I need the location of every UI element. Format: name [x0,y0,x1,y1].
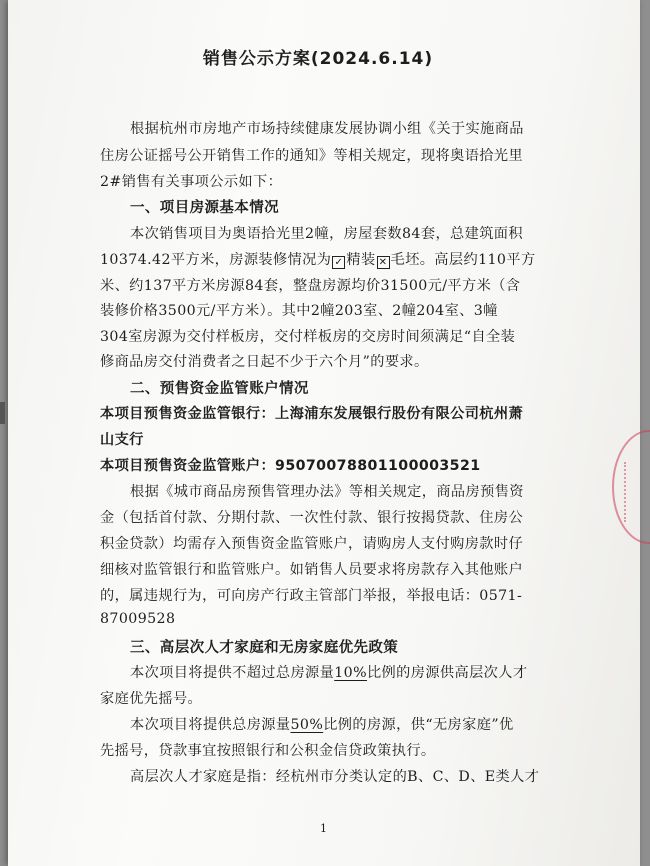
document-page [8,0,640,866]
section-3-p2-percent: 50% [290,717,324,733]
bank-line-1: 本项目预售资金监管银行：上海浦东发展银行股份有限公司杭州萧 [100,406,524,422]
section-2-line-6: 87009528 [100,611,176,627]
section-3-p3-line-1: 高层次人才家庭是指：经杭州市分类认定的B、C、D、E类人才 [130,769,540,785]
section-1-line-2-a: 10374.42平方米，房源装修情况为 [100,252,332,268]
intro-line-1: 根据杭州市房地产市场持续健康发展协调小组《关于实施商品 [130,121,524,137]
section-3-p1-line-2: 家庭优先摇号。 [100,691,203,707]
section-3-p1-percent: 10% [334,665,367,681]
section-3-p1-line-1 [130,662,527,682]
section-3-p2-a: 本次项目将提供总房源量 [130,717,291,733]
crossed-box-icon: ✕ [377,256,390,269]
checked-box-icon: ✓ [332,256,345,269]
section-1-heading: 一、项目房源基本情况 [130,200,279,216]
section-1-line-6: 修商品房交付消费者之日起不少于六个月”的要求。 [100,354,429,370]
section-1-line-2-b: 精装 [346,252,376,268]
section-3-p2-line-2: 先摇号，贷款事宜按照银行和公积金信贷政策执行。 [100,743,436,759]
binder-edge-icon [0,402,5,424]
intro-line-3: 2#销售有关事项公示如下： [100,174,283,190]
section-2-line-3: 积金贷款）均需存入预售资金监管账户，请购房人支付购房款时仔 [100,536,524,552]
section-1-line-2-c: 毛坯。高层约110平方 [390,252,536,268]
section-1-line-3: 米、约137平方米房源84套，整盘房源均价31500元/平方米（含 [100,278,521,294]
section-3-heading: 三、高层次人才家庭和无房家庭优先政策 [130,640,399,656]
page-number: 1 [320,822,327,835]
section-3-p2-line-1 [130,714,514,734]
section-3-p2-b: 比例的房源，供“无房家庭”优 [323,717,514,733]
section-2-heading: 二、预售资金监管账户情况 [130,381,309,397]
intro-line-2: 住房公证摇号公开销售工作的通知》等相关规定，现将奥语拾光里 [100,148,524,164]
account-line: 本项目预售资金监管账户：95070078801100003521 [100,458,481,474]
section-2-line-1: 根据《城市商品房预售管理办法》等相关规定，商品房预售资 [130,484,524,500]
section-1-line-5: 304室房源为交付样板房，交付样板房的交房时间须满足“自全装 [100,329,516,345]
seal-stamp-dots-icon [624,462,630,522]
section-2-line-4: 细核对监管银行和监管账户。如销售人员要求将房款存入其他账户 [100,562,524,578]
section-1-line-1: 本次销售项目为奥语拾光里2幢，房屋套数84套，总建筑面积 [130,226,523,242]
section-3-p1-b: 比例的房源供高层次人才 [366,665,528,681]
section-3-p1-a: 本次项目将提供不超过总房源量 [130,665,335,681]
section-2-line-2: 金（包括首付款、分期付款、一次性付款、银行按揭贷款、住房公 [100,510,524,526]
section-2-line-5: 的，属违规行为，可向房产行政主管部门举报，举报电话：0571- [100,588,523,604]
bank-line-2: 山支行 [100,432,144,448]
section-1-line-2 [100,249,536,269]
page-title: 销售公示方案(2024.6.14) [202,49,434,69]
section-1-line-4: 装修价格3500元/平方米）。其中2幢203室、2幢204室、3幢 [100,303,498,319]
